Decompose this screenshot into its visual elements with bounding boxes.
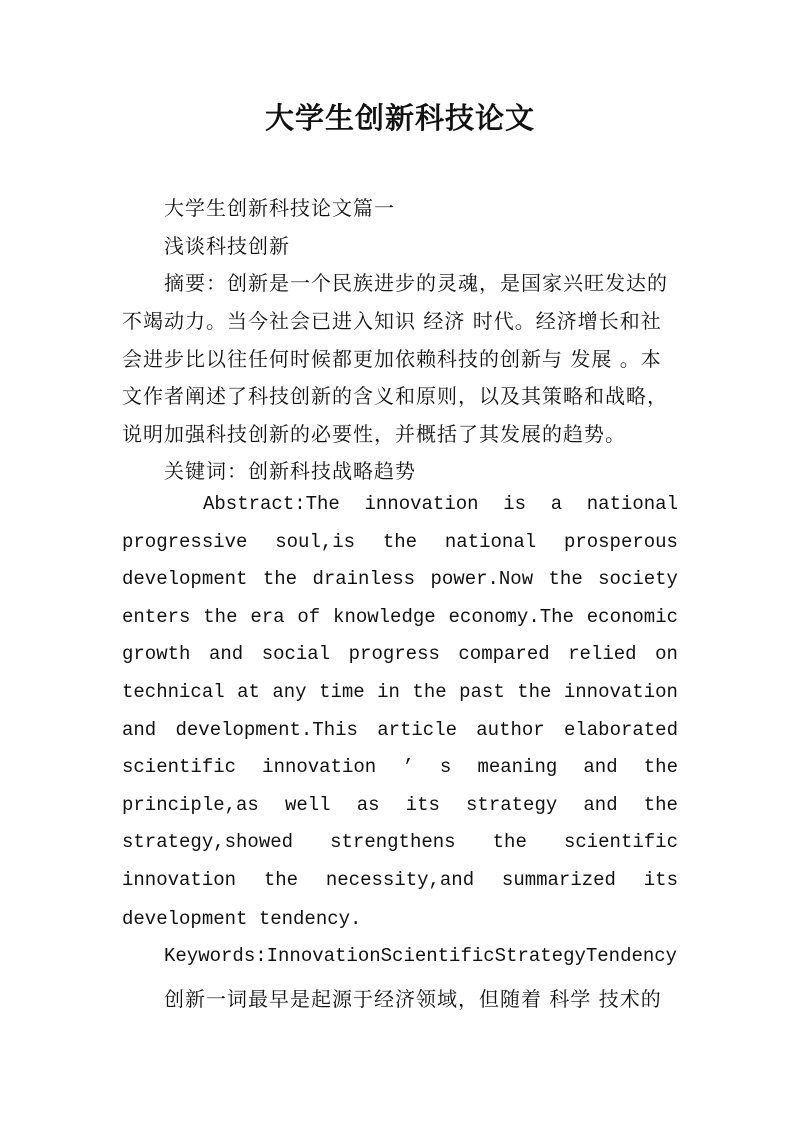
abstract-en-word: strengthens (330, 831, 456, 854)
abstract-en-word: development.This (175, 718, 358, 741)
abstract-en-line (122, 719, 678, 741)
abstract-en-word: at (237, 681, 260, 703)
abstract-en-word: economic (586, 605, 678, 628)
abstract-en-word: technical (122, 681, 225, 703)
abstract-en-word: the (382, 530, 418, 553)
abstract-en-word: compared (458, 643, 550, 666)
abstract-en-word: a (550, 493, 563, 515)
abstract-en-word: s (439, 756, 452, 779)
abstract-en-word: the (412, 681, 447, 703)
abstract-en-word: and (583, 793, 618, 816)
abstract-en-word: soul,is (275, 530, 356, 553)
abstract-en-word: power.Now (430, 568, 534, 591)
abstract-en-word: the (548, 568, 583, 591)
abstract-en-word: innovation (364, 493, 479, 515)
abstract-en-word: Abstract:The (203, 493, 340, 515)
abstract-en-word: meaning (477, 756, 558, 779)
abstract-en-word: progress (348, 643, 440, 666)
abstract-en-word: the (262, 568, 298, 591)
abstract-en-word: any (272, 681, 307, 703)
keywords-en: Keywords:InnovationScientificStrategyTendency (164, 945, 678, 967)
abstract-en-line (122, 756, 678, 778)
abstract-en-line (122, 606, 678, 628)
abstract-en-word: its (405, 793, 440, 816)
abstract-en-word: scientific (122, 756, 237, 779)
abstract-cn-line: 摘要：创新是一个民族进步的灵魂，是国家兴旺发达的 (164, 271, 668, 295)
abstract-en-word: of (297, 605, 321, 628)
abstract-en-word: ’ (402, 756, 414, 779)
abstract-en-word: in (377, 681, 400, 703)
abstract-en-word: principle,as (122, 793, 259, 816)
abstract-en-word: well (284, 793, 331, 816)
abstract-en-word: summarized (501, 869, 616, 891)
abstract-en-word: relied (568, 643, 637, 666)
abstract-en-word: time (319, 681, 365, 703)
abstract-en-word: the (263, 869, 299, 891)
abstract-en-word: the (643, 756, 678, 779)
abstract-en-word: strategy,showed (122, 831, 294, 854)
abstract-en-word: is (503, 493, 527, 515)
body-paragraph-start: 创新一词最早是起源于经济领域，但随着 科学 技术的 (164, 987, 662, 1011)
abstract-en-last-line: development tendency. (122, 908, 362, 930)
keywords-cn: 关键词：创新科技战略趋势 (164, 459, 416, 483)
abstract-en-line (122, 568, 678, 590)
abstract-en-word: social (261, 643, 331, 666)
abstract-en-word: innovation (122, 869, 237, 891)
abstract-en-line (122, 831, 678, 853)
abstract-en-word: and (583, 756, 618, 779)
abstract-en-word: on (655, 643, 678, 666)
abstract-en-line (122, 869, 678, 891)
abstract-en-word: scientific (563, 831, 678, 854)
page-title: 大学生创新科技论文 (264, 101, 535, 135)
abstract-cn-line: 会进步比以往任何时候都更加依赖科技的创新与 发展 。本 (122, 347, 662, 371)
abstract-en-word: and (122, 718, 157, 741)
abstract-en-word: innovation (563, 681, 678, 703)
abstract-en-word: strategy (466, 793, 558, 816)
abstract-en-word: its (643, 869, 678, 891)
abstract-en-word: era (250, 605, 285, 628)
abstract-en-word: elaborated (563, 718, 678, 741)
section-heading: 大学生创新科技论文篇一 (164, 196, 395, 220)
abstract-en-word: prosperous (563, 530, 678, 553)
abstract-en-word: knowledge (333, 605, 436, 628)
abstract-en-word: the (492, 831, 527, 854)
abstract-en-word: past (459, 681, 505, 703)
abstract-en-word: author (476, 718, 545, 741)
abstract-en-word: national (444, 530, 537, 553)
abstract-en-word: society (598, 568, 678, 591)
abstract-en-word: drainless (312, 568, 416, 591)
abstract-en-line (122, 531, 678, 553)
abstract-en-word: progressive (122, 530, 248, 553)
abstract-en-word: national (586, 493, 678, 515)
abstract-cn-line: 文作者阐述了科技创新的含义和原则，以及其策略和战略， (122, 384, 668, 408)
abstract-en-word: the (517, 681, 552, 703)
abstract-cn-line: 说明加强科技创新的必要性，并概括了其发展的趋势。 (122, 422, 626, 446)
abstract-en-word: innovation (262, 756, 377, 779)
abstract-en-word: necessity,and (325, 869, 475, 891)
abstract-en-word: development (122, 568, 248, 591)
abstract-en-line (122, 794, 678, 816)
abstract-en-line (122, 643, 678, 665)
abstract-en-word: article (377, 718, 458, 741)
abstract-en-line (203, 493, 678, 515)
abstract-en-word: growth (122, 643, 191, 666)
abstract-en-word: economy.The (448, 605, 574, 628)
abstract-en-line (122, 681, 678, 703)
abstract-en-word: the (203, 605, 238, 628)
abstract-cn-line: 不竭动力。当今社会已进入知识 经济 时代。经济增长和社 (122, 309, 662, 333)
abstract-en-word: and (208, 643, 244, 666)
article-title: 浅谈科技创新 (164, 234, 290, 258)
abstract-en-word: as (356, 793, 380, 816)
abstract-en-word: enters (122, 605, 191, 628)
abstract-en-word: the (643, 793, 678, 816)
